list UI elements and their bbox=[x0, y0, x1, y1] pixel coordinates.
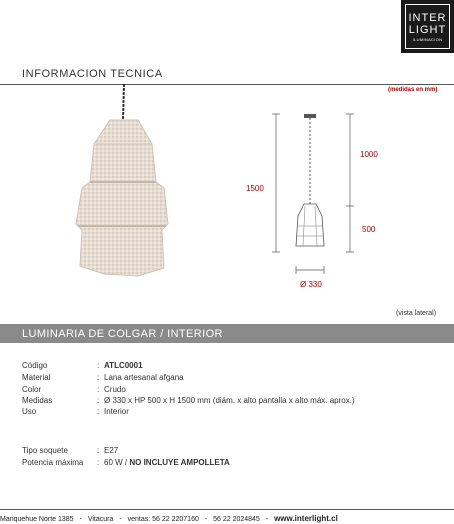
spec-colon: : bbox=[97, 458, 100, 467]
spec-colon: : bbox=[97, 407, 100, 416]
footer-separator: - bbox=[79, 516, 82, 523]
power-value: 60 W / bbox=[104, 458, 128, 467]
units-note: (medidas en mm) bbox=[388, 87, 438, 93]
footer-separator: - bbox=[204, 516, 208, 523]
bulb-note: NO INCLUYE AMPOLLETA bbox=[129, 458, 230, 467]
logo-line-3: ILUMINACION bbox=[412, 36, 443, 42]
dim-total-height: 1500 bbox=[246, 184, 264, 193]
section-title: INFORMACION TECNICA bbox=[22, 68, 163, 80]
logo-line-2: LIGHT bbox=[408, 23, 447, 36]
spec-value-code: ATLC0001 bbox=[104, 361, 143, 370]
spec-label-color: Color bbox=[22, 385, 42, 394]
footer bbox=[0, 514, 454, 523]
bottom-divider bbox=[0, 509, 454, 510]
spec-label-power: Potencia máxima bbox=[22, 458, 84, 467]
spec-colon: : bbox=[97, 385, 100, 394]
footer-website-link[interactable]: www.interlight.cl bbox=[274, 514, 338, 523]
spec-colon: : bbox=[97, 446, 100, 455]
spec-label-material: Material bbox=[22, 373, 51, 382]
spec-value-power bbox=[104, 458, 230, 468]
dim-cable-length: 1000 bbox=[360, 150, 378, 159]
spec-colon: : bbox=[97, 396, 100, 405]
footer-phone-2: 56 22 2024845 bbox=[213, 516, 260, 523]
spec-label-code: Código bbox=[22, 361, 48, 370]
spec-value-socket: E27 bbox=[104, 446, 119, 455]
spec-colon: : bbox=[97, 361, 100, 370]
spec-value-material: Lana artesanal afgana bbox=[104, 373, 184, 382]
spec-value-color: Crudo bbox=[104, 385, 126, 394]
footer-city: Vitacura bbox=[87, 516, 114, 523]
dimension-diagram bbox=[240, 100, 390, 300]
footer-separator: - bbox=[265, 516, 269, 523]
spec-label-measures: Medidas bbox=[22, 396, 53, 405]
footer-separator: - bbox=[119, 516, 122, 523]
product-category: LUMINARIA DE COLGAR / INTERIOR bbox=[22, 328, 223, 340]
spec-value-measures: Ø 330 x HP 500 x H 1500 mm (diám. x alto pantalla x alto máx. aprox.) bbox=[104, 396, 355, 405]
footer-address: Manquehue Norte 1385 bbox=[0, 516, 74, 523]
spec-label-use: Uso bbox=[22, 407, 37, 416]
logo-line-1: INTER bbox=[408, 11, 447, 24]
dim-diameter: Ø 330 bbox=[300, 280, 322, 289]
footer-sales-phone: ventas: 56 22 2207160 bbox=[127, 516, 199, 523]
spec-colon: : bbox=[97, 373, 100, 382]
view-note: (vista lateral) bbox=[396, 310, 437, 317]
brand-logo bbox=[401, 0, 454, 53]
spec-label-socket: Tipo soquete bbox=[22, 446, 68, 455]
spec-value-use: Interior bbox=[104, 407, 129, 416]
product-photo bbox=[60, 84, 200, 294]
dim-shade-height: 500 bbox=[362, 225, 376, 234]
